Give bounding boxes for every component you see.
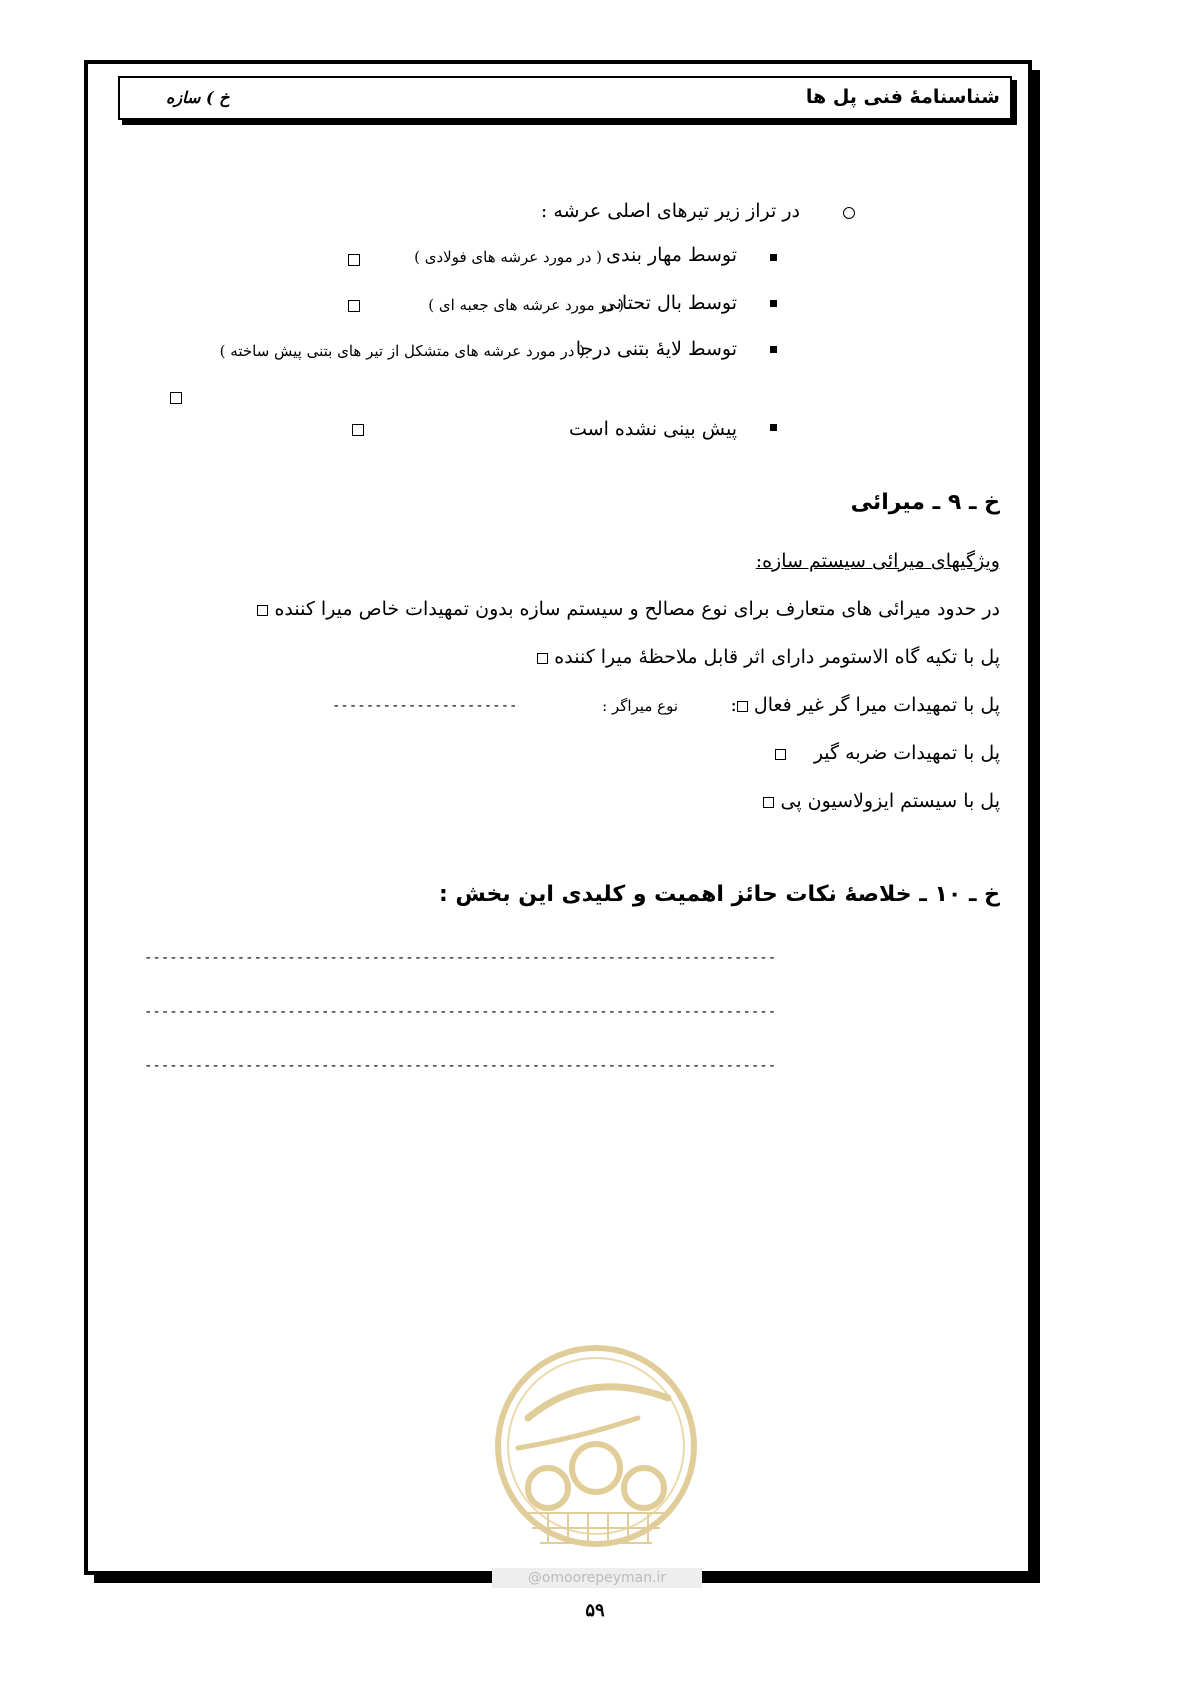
header-shadow xyxy=(122,120,1017,125)
checkbox[interactable] xyxy=(763,797,774,808)
notes-line[interactable]: --------------------------------------------------------------------------- xyxy=(144,950,777,966)
header-section: خ ) سازه xyxy=(166,88,230,107)
damping-option xyxy=(257,598,1000,620)
checkbox[interactable] xyxy=(737,701,748,712)
notes-line[interactable]: --------------------------------------------------------------------------- xyxy=(144,1004,777,1020)
notes-line[interactable]: --------------------------------------------------------------------------- xyxy=(144,1058,777,1074)
list-item-text: توسط بال تحتانی xyxy=(600,292,737,314)
section-heading: خ ـ ۹ ـ میرائی xyxy=(850,490,1000,515)
damping-option-label: پل با تمهیدات ضربه گیر xyxy=(813,742,1000,764)
checkbox[interactable] xyxy=(170,392,182,404)
damping-option-label: پل با تمهیدات میرا گر غیر فعال xyxy=(753,694,1000,716)
watermark-seal-logo xyxy=(488,1328,704,1578)
damper-type-field[interactable]: ---------------------- xyxy=(332,698,518,714)
damping-option-label: پل با تکیه گاه الاستومر دارای اثر قابل ملاحظۀ میرا کننده xyxy=(554,646,1000,668)
square-bullet-icon xyxy=(770,254,777,261)
section-subheading: ویژگیهای میرائی سیستم سازه: xyxy=(755,550,1000,572)
checkbox[interactable] xyxy=(257,605,268,616)
damper-type-label: نوع میراگر : xyxy=(602,697,678,715)
damping-option xyxy=(763,790,1000,812)
watermark-caption: @omoorepeyman.ir xyxy=(492,1568,702,1588)
list-item-text: توسط مهار بندی xyxy=(606,244,737,266)
list-item-note: ( در مورد عرشه های جعبه ای ) xyxy=(428,296,624,314)
list-item-note: ( در مورد عرشه های متشکل از تیر های بتنی پیش ساخته ) xyxy=(219,342,585,360)
square-bullet-icon xyxy=(770,300,777,307)
damping-option: پل با تمهیدات میرا گر غیر فعال : xyxy=(730,694,1000,716)
checkbox[interactable] xyxy=(352,424,364,436)
circle-bullet-icon xyxy=(843,207,855,219)
page-number: ۵۹ xyxy=(585,1600,605,1621)
list-intro: در تراز زیر تیرهای اصلی عرشه : xyxy=(540,200,800,222)
damping-option-label: در حدود میرائی های متعارف برای نوع مصالح و سیستم سازه بدون تمهیدات خاص میرا کننده xyxy=(274,598,1000,620)
checkbox[interactable] xyxy=(775,749,786,760)
square-bullet-icon xyxy=(770,346,777,353)
list-item-text: پیش بینی نشده است xyxy=(569,418,737,440)
damping-option xyxy=(537,646,1000,668)
header-shadow xyxy=(1012,80,1017,124)
damping-option-label: پل با سیستم ایزولاسیون پی xyxy=(780,790,1000,812)
square-bullet-icon xyxy=(770,424,777,431)
section-heading: خ ـ ۱۰ ـ خلاصۀ نکات حائز اهمیت و کلیدی این بخش : xyxy=(438,882,1000,907)
checkbox[interactable] xyxy=(537,653,548,664)
checkbox[interactable] xyxy=(348,254,360,266)
page-frame-shadow xyxy=(1032,70,1040,1583)
list-item-note: ( در مورد عرشه های فولادی ) xyxy=(414,248,602,266)
checkbox[interactable] xyxy=(348,300,360,312)
header-title: شناسنامۀ فنی پل ها xyxy=(805,86,1000,108)
damping-option xyxy=(775,742,1000,764)
list-item-text: توسط لایۀ بتنی درجا xyxy=(575,338,737,360)
